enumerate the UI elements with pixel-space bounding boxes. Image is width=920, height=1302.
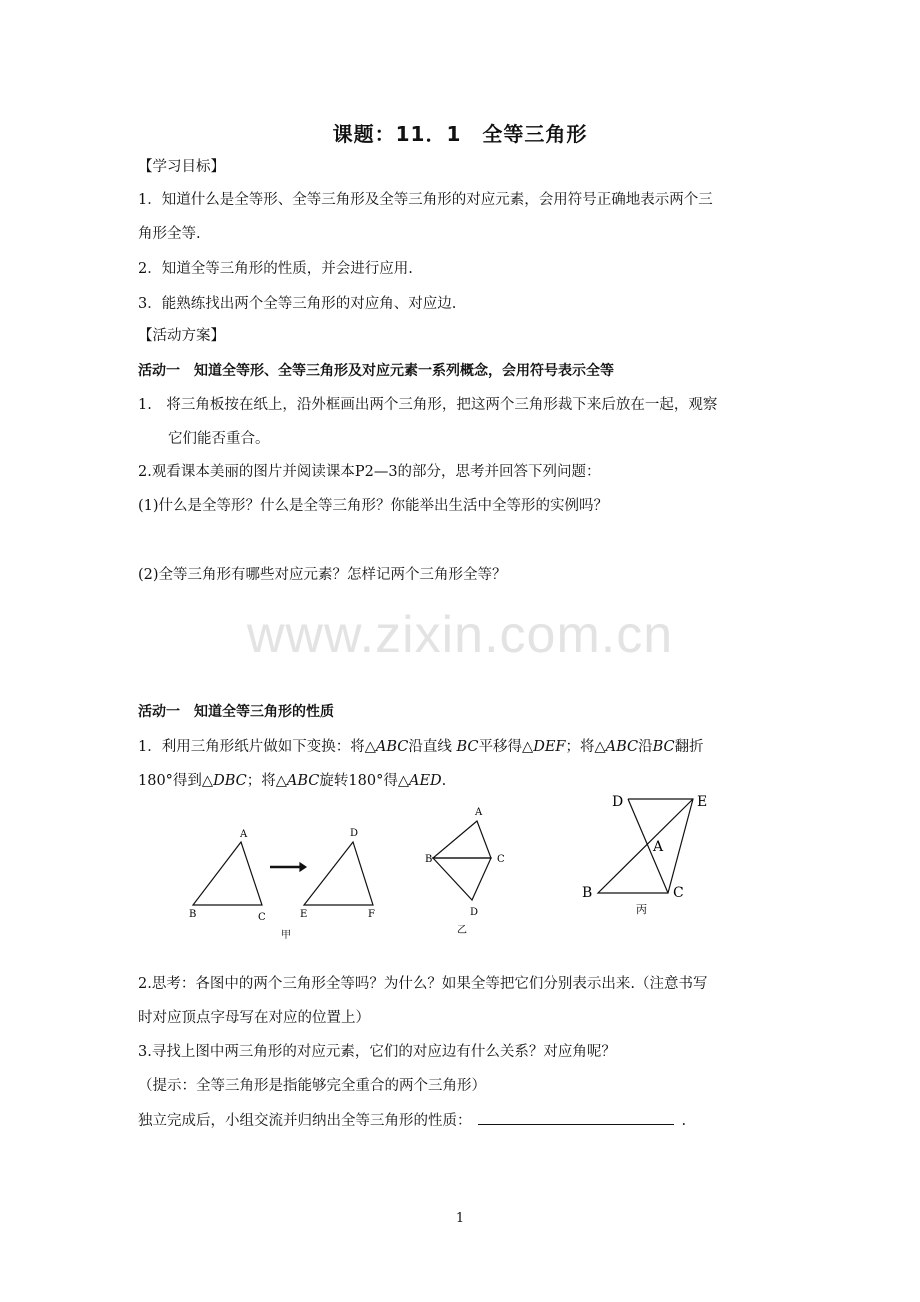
label-c: C (258, 912, 266, 923)
goal-line: 角形全等. (138, 226, 201, 242)
triangle-dbc-yi (433, 858, 491, 900)
question-line: 3.寻找上图中两三角形的对应元素，它们的对应边有什么关系？对应角呢？ (138, 1044, 616, 1060)
question-line: 2.思考：各图中的两个三角形全等吗？为什么？如果全等把它们分别表示出来.（注意书写 (138, 976, 708, 992)
question-line: （提示：全等三角形是指能够完全重合的两个三角形） (138, 1078, 486, 1094)
activity1-item: 2.观看课本美丽的图片并阅读课本P2—3的部分，思考并回答下列问题： (138, 464, 601, 480)
goal-line: 1．知道什么是全等形、全等三角形及全等三角形的对应元素，会用符号正确地表示两个三 (138, 192, 713, 208)
caption-bing: 丙 (636, 903, 647, 916)
label-c: C (673, 885, 684, 901)
rotated-triangles (598, 799, 693, 893)
label-b: B (425, 854, 433, 865)
label-c: C (497, 854, 505, 865)
section-heading-activities: 【活动方案】 (138, 328, 225, 344)
goal-line: 2．知道全等三角形的性质，并会进行应用. (138, 261, 413, 277)
watermark: www.zixin.com.cn (246, 606, 674, 664)
answer-blank[interactable] (478, 1110, 674, 1125)
label-a: A (475, 807, 483, 818)
figure-jia (193, 842, 373, 905)
label-d: D (612, 794, 624, 810)
label-e: E (697, 794, 708, 810)
label-b: B (189, 909, 197, 920)
arrow-head (300, 863, 306, 871)
final-line-end: . (681, 1113, 687, 1129)
activity1-item: (2)全等三角形有哪些对应元素？怎样记两个三角形全等？ (138, 567, 507, 583)
triangle-abc-yi (433, 821, 491, 858)
label-f: F (368, 909, 375, 920)
activity1-item: 1. 将三角板按在纸上，沿外框画出两个三角形，把这两个三角形裁下来后放在一起，观察 (138, 397, 718, 413)
activity2-line: 180°得到△DBC；将△ABC旋转180°得△AED. (138, 773, 447, 789)
label-d: D (470, 907, 479, 918)
activity2-heading: 活动一 知道全等三角形的性质 (138, 704, 334, 720)
label-d: D (350, 828, 359, 839)
activity2-line: 1．利用三角形纸片做如下变换：将△ABC沿直线 BC平移得△DEF；将△ABC沿BC翻折 (138, 739, 704, 755)
label-a: A (653, 839, 664, 855)
triangle-abc-jia (193, 842, 262, 905)
page-title: 课题：11．1 全等三角形 (332, 122, 588, 146)
figure-bing (598, 799, 693, 893)
activity1-item: (1)什么是全等形？什么是全等三角形？你能举出生活中全等形的实例吗？ (138, 498, 609, 514)
label-b: B (582, 885, 593, 901)
final-line (138, 1110, 788, 1131)
figure-yi (433, 821, 491, 900)
triangle-def-jia (304, 842, 373, 905)
activity1-item: 它们能否重合。 (168, 431, 270, 447)
label-a: A (240, 829, 248, 840)
goal-line: 3．能熟练找出两个全等三角形的对应角、对应边. (138, 296, 457, 312)
page-number: 1 (455, 1211, 465, 1226)
final-line-text: 独立完成后，小组交流并归纳出全等三角形的性质： (138, 1113, 472, 1129)
section-heading-goals: 【学习目标】 (138, 159, 225, 175)
caption-jia: 甲 (281, 930, 291, 941)
activity1-heading: 活动一 知道全等形、全等三角形及对应元素一系列概念，会用符号表示全等 (138, 363, 614, 379)
label-e: E (300, 909, 308, 920)
question-line: 时对应顶点字母写在对应的位置上） (138, 1010, 370, 1026)
caption-yi: 乙 (457, 925, 467, 936)
